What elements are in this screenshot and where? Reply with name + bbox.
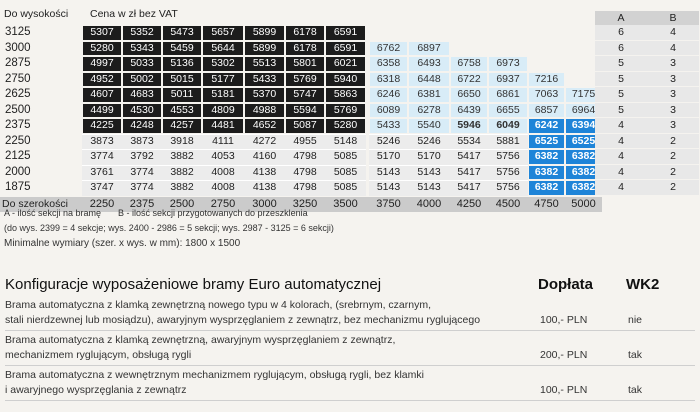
price-cell: 4607 xyxy=(82,87,122,103)
price-cell: 5143 xyxy=(369,165,408,181)
price-cell: 4053 xyxy=(202,149,244,165)
sections-a-cell: 5 xyxy=(595,87,647,103)
price-cell: 4952 xyxy=(82,72,122,88)
price-cell: 5534 xyxy=(450,134,488,150)
price-cell: 5015 xyxy=(162,72,202,88)
price-cell: 5417 xyxy=(450,165,488,181)
config-title: Konfiguracje wyposażeniowe bramy Euro automatycznej xyxy=(5,276,382,293)
sections-b-cell: 3 xyxy=(647,56,699,72)
config-item-text: i awaryjnego wysprzęglania z zewnątrz xyxy=(5,384,187,396)
price-cell: 7216 xyxy=(528,72,565,88)
row-height-label: 2125 xyxy=(5,150,31,162)
price-cell: 6382 xyxy=(565,149,602,165)
price-cell: 5136 xyxy=(162,56,202,72)
price-cell: 5302 xyxy=(202,56,244,72)
width-value: 3500 xyxy=(333,197,358,210)
sections-b-cell: 3 xyxy=(647,118,699,134)
price-cell: 6246 xyxy=(369,87,408,103)
price-cell: 5143 xyxy=(369,180,408,196)
row-height-label: 3000 xyxy=(5,41,31,54)
price-cell: 5033 xyxy=(122,56,162,72)
sections-b-cell: 4 xyxy=(647,25,699,41)
config-item-text: stali nierdzewnej lub mosiądzu), awaryjnym wysprzęglaniem z zewnątrz, bez mechanizmu ryglującego xyxy=(5,314,481,326)
price-cell: 5002 xyxy=(122,72,162,88)
price-cell: 5370 xyxy=(244,87,285,103)
config-item-text: mechanizmem ryglującym, obsługą rygli xyxy=(5,349,192,361)
price-cell: 5177 xyxy=(202,72,244,88)
price-cell: 5143 xyxy=(408,180,450,196)
price-cell: 5143 xyxy=(408,165,450,181)
row-height-label: 2875 xyxy=(5,57,31,69)
width-value: 4250 xyxy=(456,197,482,210)
width-value: 4000 xyxy=(416,197,442,210)
width-value: 4750 xyxy=(534,197,559,210)
price-cell: 5280 xyxy=(82,41,122,57)
price-cell: 5246 xyxy=(369,134,408,150)
sections-b-cell: 3 xyxy=(647,103,699,119)
sections-a-cell: 4 xyxy=(595,165,647,181)
price-cell: 5417 xyxy=(450,149,488,165)
price-cell: 5644 xyxy=(202,41,244,57)
sections-b-cell: 4 xyxy=(647,41,699,57)
price-cell: 5747 xyxy=(285,87,325,103)
sections-b-cell: 3 xyxy=(647,72,699,88)
price-cell: 3774 xyxy=(122,180,162,196)
price-cell: 5417 xyxy=(450,180,488,196)
row-height-label: 2375 xyxy=(5,119,31,131)
price-cell: 5657 xyxy=(202,25,244,41)
price-cell: 5756 xyxy=(488,149,528,165)
price-cell: 6861 xyxy=(488,87,528,103)
price-cell: 3774 xyxy=(122,165,162,181)
width-value: 2375 xyxy=(129,197,155,210)
price-cell: 4652 xyxy=(244,118,285,134)
price-cell: 3761 xyxy=(82,165,122,181)
price-cell: 5801 xyxy=(285,56,325,72)
price-cell: 5246 xyxy=(408,134,450,150)
price-cell: 5881 xyxy=(488,134,528,150)
price-cell: 5473 xyxy=(162,25,202,41)
price-cell: 4481 xyxy=(202,118,244,134)
width-value: 3000 xyxy=(252,197,277,210)
price-cell: 5181 xyxy=(202,87,244,103)
price-cell: 6937 xyxy=(488,72,528,88)
price-cell: 4008 xyxy=(202,165,244,181)
price-cell: 4160 xyxy=(244,149,285,165)
config-item-text: Brama automatyczna z klamką zewnętrzną, awaryjnym wysprzęglaniem z zewnątrz, xyxy=(5,334,396,346)
price-cell: 6762 xyxy=(369,41,408,57)
config-item-text: Brama automatyczna z wewnętrznym mechanizmem ryglującym, obsługą rygli, bez klamki xyxy=(5,369,424,381)
price-cell: 4111 xyxy=(202,134,244,150)
price-cell: 6394 xyxy=(565,118,602,134)
width-value: 3750 xyxy=(376,197,401,210)
price-cell: 5540 xyxy=(408,118,450,134)
price-cell: 5769 xyxy=(325,103,366,119)
price-cell: 6358 xyxy=(369,56,408,72)
surcharge-header: Dopłata xyxy=(538,276,594,293)
note-a-text: A - ilość sekcji na bramę xyxy=(4,208,102,218)
price-cell: 4138 xyxy=(244,180,285,196)
price-cell: 3873 xyxy=(122,134,162,150)
sections-a-cell: 6 xyxy=(595,41,647,57)
price-cell: 5433 xyxy=(369,118,408,134)
price-cell: 3792 xyxy=(122,149,162,165)
height-label: Do wysokości xyxy=(4,8,69,20)
price-cell: 6381 xyxy=(408,87,450,103)
price-cell: 4530 xyxy=(122,103,162,119)
price-cell: 4248 xyxy=(122,118,162,134)
price-cell: 6242 xyxy=(528,118,565,134)
price-cell: 6655 xyxy=(488,103,528,119)
price-cell: 4008 xyxy=(202,180,244,196)
note-a xyxy=(4,208,101,218)
note-sections: (do wys. 2399 = 4 sekcje; wys. 2400 - 2986 = 5 sekcji; wys. 2987 - 3125 = 6 sekcji) xyxy=(4,223,334,233)
sections-a-cell: 5 xyxy=(595,56,647,72)
row-height-label: 2250 xyxy=(5,134,31,147)
price-cell: 5343 xyxy=(122,41,162,57)
price-cell: 5307 xyxy=(82,25,122,41)
price-cell: 6021 xyxy=(325,56,366,72)
price-cell: 5940 xyxy=(325,72,366,88)
price-cell: 5280 xyxy=(325,118,366,134)
price-cell: 5352 xyxy=(122,25,162,41)
width-value: 5000 xyxy=(571,197,596,210)
width-value: 4500 xyxy=(495,197,521,210)
price-cell: 4798 xyxy=(285,180,325,196)
price-label: Cena w zł bez VAT xyxy=(90,8,178,20)
col-a-header: A xyxy=(595,11,647,25)
sections-b-cell: 2 xyxy=(647,149,699,165)
row-height-label: 2500 xyxy=(5,103,31,116)
sections-a-cell: 4 xyxy=(595,149,647,165)
price-cell: 5085 xyxy=(325,180,366,196)
row-height-label: 3125 xyxy=(5,26,31,38)
price-cell: 5170 xyxy=(369,149,408,165)
price-cell: 5011 xyxy=(162,87,202,103)
price-cell: 6382 xyxy=(528,165,565,181)
price-cell: 6439 xyxy=(450,103,488,119)
price-cell: 6525 xyxy=(565,134,602,150)
price-cell: 4809 xyxy=(202,103,244,119)
price-cell: 4272 xyxy=(244,134,285,150)
price-cell: 5756 xyxy=(488,180,528,196)
config-separator xyxy=(5,365,695,366)
price-cell: 6178 xyxy=(285,41,325,57)
price-cell: 5756 xyxy=(488,165,528,181)
price-cell: 5433 xyxy=(244,72,285,88)
price-cell: 5085 xyxy=(325,149,366,165)
price-cell: 3747 xyxy=(82,180,122,196)
price-cell: 6318 xyxy=(369,72,408,88)
price-cell: 4225 xyxy=(82,118,122,134)
price-cell: 5087 xyxy=(285,118,325,134)
price-cell: 6650 xyxy=(450,87,488,103)
price-cell: 5085 xyxy=(325,165,366,181)
sections-b-cell: 2 xyxy=(647,134,699,150)
width-value: 2750 xyxy=(210,197,236,210)
col-b-header: B xyxy=(647,11,699,25)
price-cell: 6525 xyxy=(528,134,565,150)
row-height-label: 1875 xyxy=(5,181,31,193)
price-cell: 6448 xyxy=(408,72,450,88)
config-separator xyxy=(5,330,695,331)
price-cell: 6973 xyxy=(488,56,528,72)
sections-a-cell: 6 xyxy=(595,25,647,41)
price-cell: 6591 xyxy=(325,25,366,41)
price-cell: 5594 xyxy=(285,103,325,119)
price-cell: 3774 xyxy=(82,149,122,165)
price-cell: 6722 xyxy=(450,72,488,88)
price-cell: 3873 xyxy=(82,134,122,150)
price-cell: 4257 xyxy=(162,118,202,134)
sections-b-cell: 2 xyxy=(647,165,699,181)
price-cell: 4798 xyxy=(285,149,325,165)
price-cell: 5863 xyxy=(325,87,366,103)
config-item-price: 100,- PLN xyxy=(540,314,588,326)
price-cell: 4553 xyxy=(162,103,202,119)
price-cell: 6089 xyxy=(369,103,408,119)
price-cell: 3882 xyxy=(162,149,202,165)
price-cell: 7175 xyxy=(565,87,602,103)
price-cell: 4499 xyxy=(82,103,122,119)
price-cell: 4955 xyxy=(285,134,325,150)
width-value: 3250 xyxy=(292,197,318,210)
price-cell: 6049 xyxy=(488,118,528,134)
price-cell: 6382 xyxy=(565,165,602,181)
price-cell: 4997 xyxy=(82,56,122,72)
config-separator xyxy=(5,400,695,401)
price-cell: 4988 xyxy=(244,103,285,119)
price-cell: 5148 xyxy=(325,134,366,150)
config-item-wk2: tak xyxy=(628,349,643,361)
price-cell: 4138 xyxy=(244,165,285,181)
price-cell: 5513 xyxy=(244,56,285,72)
wk2-header: WK2 xyxy=(626,276,660,293)
price-cell: 5459 xyxy=(162,41,202,57)
price-cell: 6382 xyxy=(565,180,602,196)
config-item-price: 200,- PLN xyxy=(540,349,588,361)
price-cell: 6382 xyxy=(528,180,565,196)
price-cell: 3918 xyxy=(162,134,202,150)
sections-a-cell: 4 xyxy=(595,180,647,196)
config-item-wk2: tak xyxy=(628,384,643,396)
price-cell: 3882 xyxy=(162,165,202,181)
note-b xyxy=(118,208,308,218)
width-value: 2250 xyxy=(89,197,115,210)
width-value: 2500 xyxy=(169,197,195,210)
sections-a-cell: 5 xyxy=(595,72,647,88)
note-min-dims: Minimalne wymiary (szer. x wys. w mm): 1800 x 1500 xyxy=(4,238,241,249)
price-cell: 5899 xyxy=(244,41,285,57)
price-cell: 6591 xyxy=(325,41,366,57)
price-cell: 5946 xyxy=(450,118,488,134)
price-cell: 6758 xyxy=(450,56,488,72)
config-item-price: 100,- PLN xyxy=(540,384,588,396)
sections-a-cell: 5 xyxy=(595,103,647,119)
config-item-text: Brama automatyczna z klamką zewnętrzną nowego typu w 4 kolorach, (srebrnym, czarnym, xyxy=(5,299,432,311)
sections-a-cell: 4 xyxy=(595,134,647,150)
config-item-wk2: nie xyxy=(628,314,643,326)
sections-b-cell: 2 xyxy=(647,180,699,196)
price-cell: 5769 xyxy=(285,72,325,88)
sections-a-cell: 4 xyxy=(595,118,647,134)
row-height-label: 2625 xyxy=(5,88,31,100)
width-label: Do szerokości xyxy=(2,197,68,210)
price-cell: 6278 xyxy=(408,103,450,119)
sections-b-cell: 3 xyxy=(647,87,699,103)
price-cell: 6382 xyxy=(528,149,565,165)
price-cell: 3882 xyxy=(162,180,202,196)
price-cell: 4798 xyxy=(285,165,325,181)
row-height-label: 2000 xyxy=(5,165,31,178)
note-b-text: B - ilość sekcji przygotowanych do przeszklenia xyxy=(118,208,308,218)
price-cell: 5170 xyxy=(408,149,450,165)
price-cell: 4683 xyxy=(122,87,162,103)
price-cell: 6964 xyxy=(565,103,602,119)
price-cell: 5899 xyxy=(244,25,285,41)
price-cell: 6897 xyxy=(408,41,450,57)
row-height-label: 2750 xyxy=(5,72,31,85)
price-cell: 7063 xyxy=(528,87,565,103)
price-cell: 6857 xyxy=(528,103,565,119)
price-cell: 6493 xyxy=(408,56,450,72)
price-cell: 6178 xyxy=(285,25,325,41)
